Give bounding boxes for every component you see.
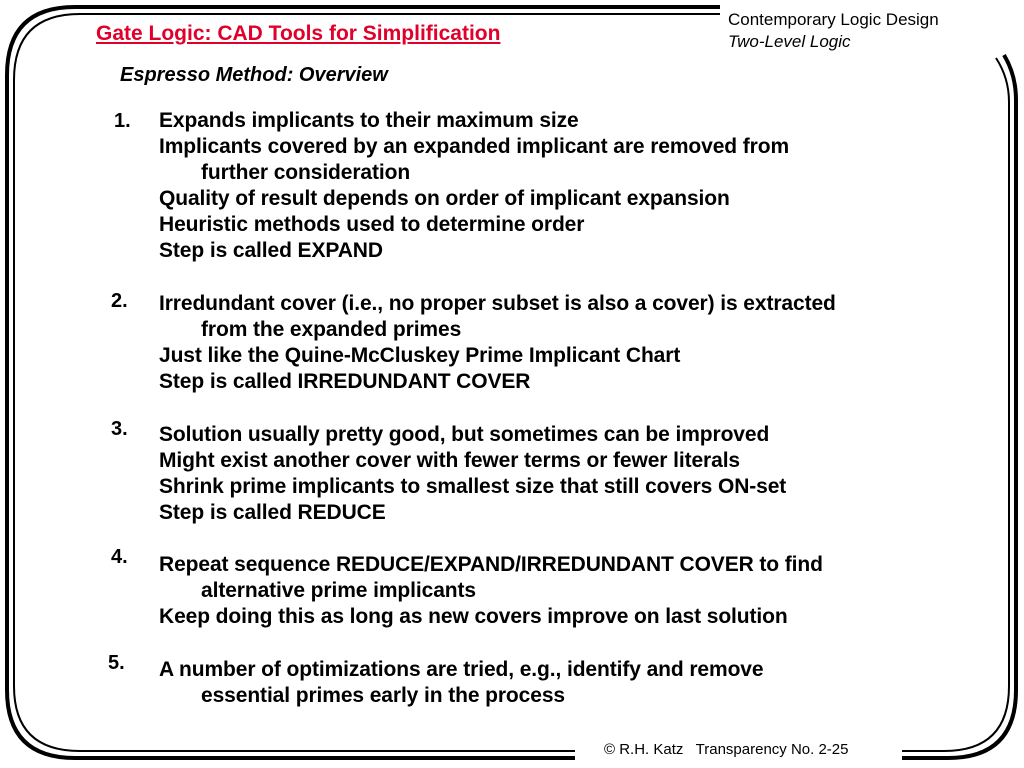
chapter-name: Two-Level Logic (728, 32, 851, 51)
step-line: Solution usually pretty good, but sometimes can be improved (159, 423, 770, 446)
step-line: from the expanded primes (201, 318, 462, 341)
step-line: Quality of result depends on order of implicant expansion (159, 187, 730, 210)
step-line: Irredundant cover (i.e., no proper subset is also a cover) is extracted (159, 292, 836, 315)
step-number: 4. (111, 546, 128, 568)
step-number: 1. (114, 110, 131, 132)
step-line: Shrink prime implicants to smallest size that still covers ON-set (159, 475, 787, 498)
step-line: Heuristic methods used to determine order (159, 213, 585, 236)
section-subtitle: Espresso Method: Overview (120, 64, 388, 86)
step-line: Just like the Quine-McCluskey Prime Implicant Chart (159, 344, 681, 367)
slide-title: Gate Logic: CAD Tools for Simplification (96, 22, 501, 45)
step-line: essential primes early in the process (201, 684, 565, 707)
step-line: Keep doing this as long as new covers improve on last solution (159, 605, 788, 628)
slide-footer (604, 741, 849, 758)
step-line: Step is called IRREDUNDANT COVER (159, 370, 531, 393)
step-line: Expands implicants to their maximum size (159, 109, 579, 132)
step-number: 3. (111, 418, 128, 440)
step-line: alternative prime implicants (201, 579, 476, 602)
step-line: A number of optimizations are tried, e.g., identify and remove (159, 658, 764, 681)
transparency-number: Transparency No. 2-25 (695, 741, 849, 758)
course-header (728, 9, 939, 53)
step-line: Implicants covered by an expanded implicant are removed from (159, 135, 790, 158)
step-line: Might exist another cover with fewer terms or fewer literals (159, 449, 741, 472)
step-line: Step is called EXPAND (159, 239, 383, 262)
step-line: further consideration (201, 161, 411, 184)
step-number: 2. (111, 290, 128, 312)
copyright-text: © R.H. Katz (604, 741, 684, 758)
step-line: Step is called REDUCE (159, 501, 386, 524)
step-line: Repeat sequence REDUCE/EXPAND/IRREDUNDANT COVER to find (159, 553, 823, 576)
step-number: 5. (108, 652, 125, 674)
course-name: Contemporary Logic Design (728, 10, 939, 29)
